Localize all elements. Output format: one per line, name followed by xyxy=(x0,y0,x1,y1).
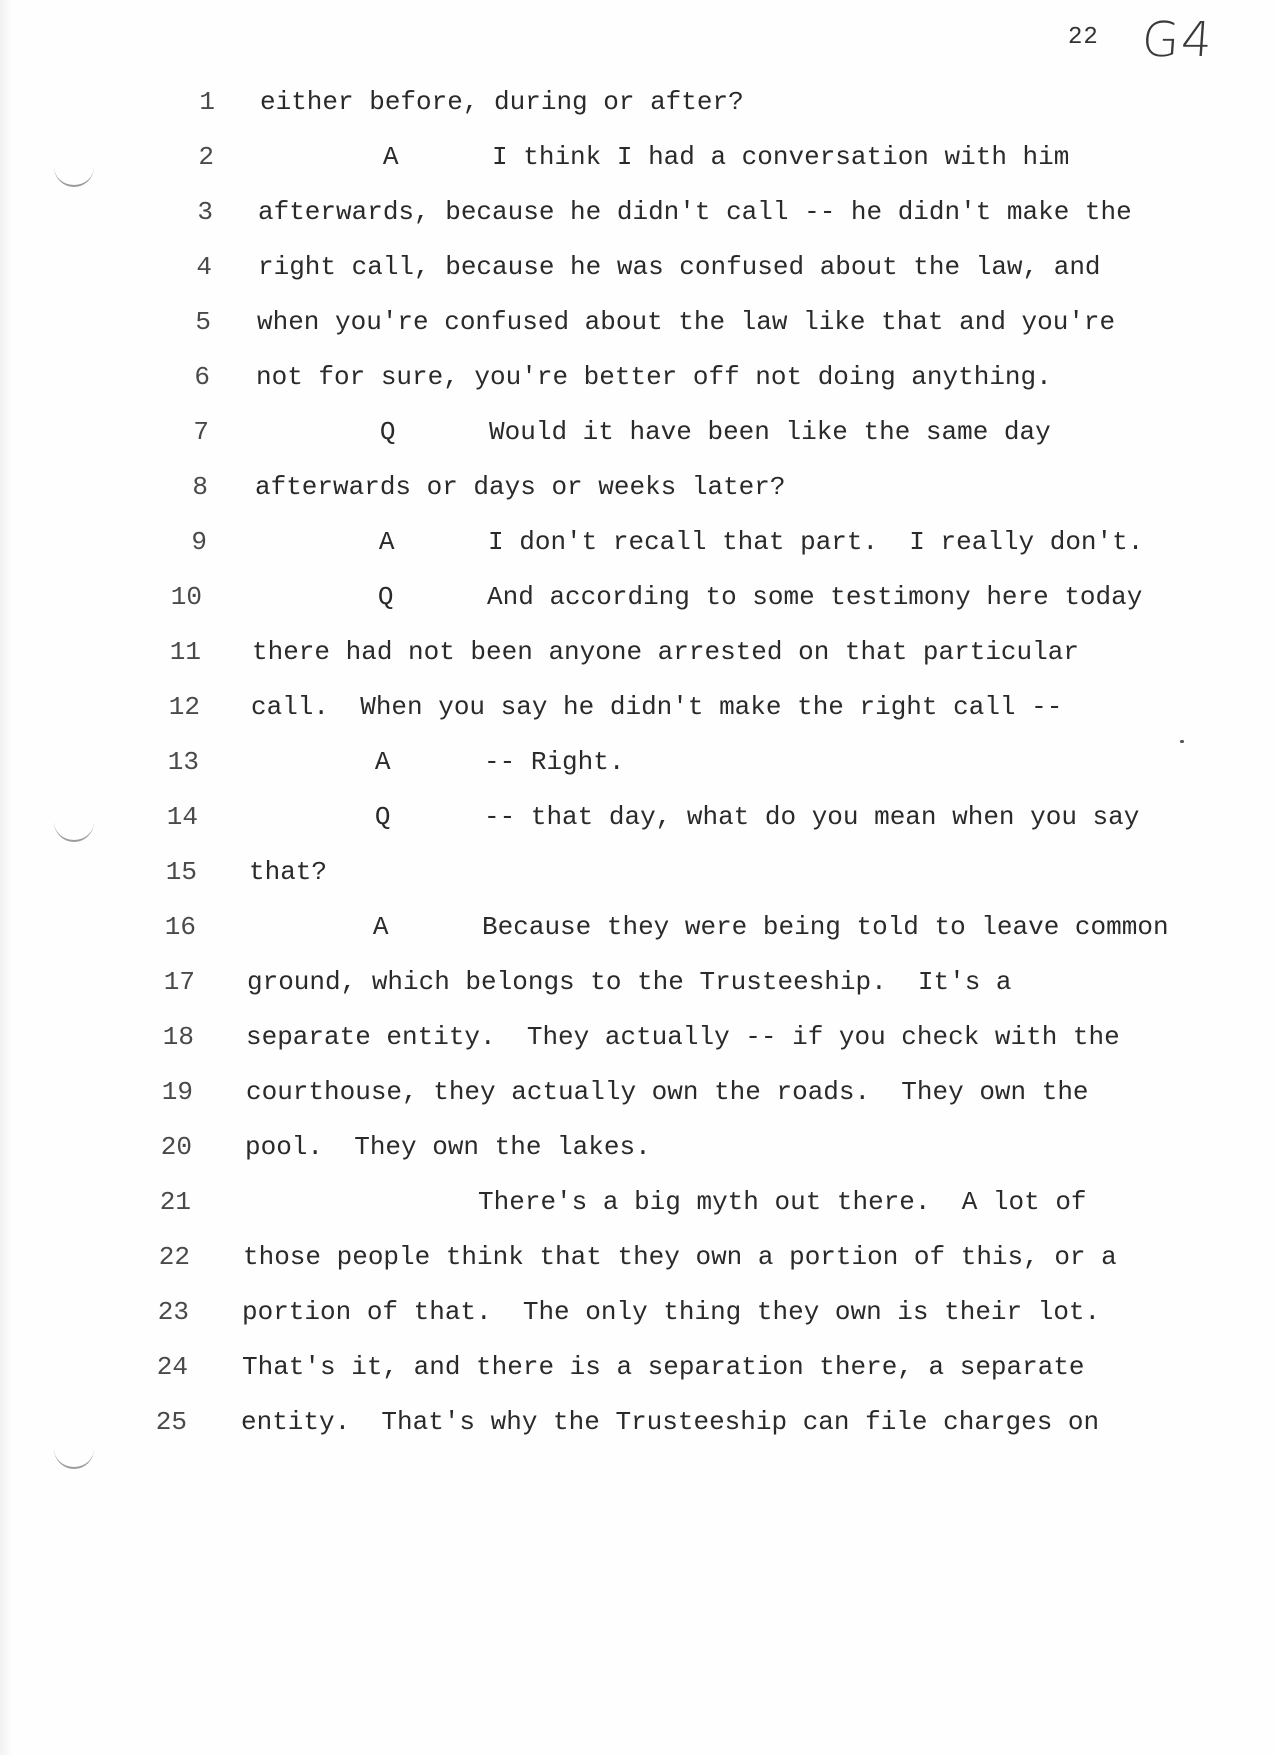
transcript-line xyxy=(0,82,1276,122)
transcript-line xyxy=(0,412,1276,452)
line-number: 8 xyxy=(192,472,208,502)
transcript-line xyxy=(0,962,1276,1002)
transcript-line xyxy=(0,192,1276,232)
line-text: A Because they were being told to leave common xyxy=(248,912,1169,942)
line-text: pool. They own the lakes. xyxy=(245,1132,651,1162)
line-text: A -- Right. xyxy=(250,747,625,777)
line-number: 21 xyxy=(159,1187,191,1217)
transcript-line xyxy=(0,357,1276,397)
transcript-line xyxy=(0,742,1276,782)
line-text: Q And according to some testimony here today xyxy=(253,582,1143,612)
line-number: 24 xyxy=(156,1352,188,1382)
line-number: 19 xyxy=(161,1077,193,1107)
line-number: 3 xyxy=(197,197,213,227)
line-number: 5 xyxy=(195,307,211,337)
transcript-line xyxy=(0,577,1276,617)
punch-hole-mark-bottom xyxy=(54,1445,94,1469)
line-text: afterwards, because he didn't call -- he didn't make the xyxy=(258,197,1132,227)
line-number: 6 xyxy=(194,362,210,392)
transcript-line xyxy=(0,632,1276,672)
transcript-line xyxy=(0,852,1276,892)
transcript-line xyxy=(0,1182,1276,1222)
line-number: 20 xyxy=(160,1132,192,1162)
line-number: 22 xyxy=(158,1242,190,1272)
transcript-line xyxy=(0,467,1276,507)
line-text: afterwards or days or weeks later? xyxy=(255,472,786,502)
transcript-line xyxy=(0,907,1276,947)
line-text: there had not been anyone arrested on that particular xyxy=(252,637,1079,667)
line-number: 1 xyxy=(199,87,215,117)
line-text: when you're confused about the law like that and you're xyxy=(257,307,1116,337)
line-text: courthouse, they actually own the roads. They own the xyxy=(246,1077,1089,1107)
line-number: 2 xyxy=(198,142,214,172)
line-text: ground, which belongs to the Trusteeship. It's a xyxy=(247,967,1012,997)
transcript-line xyxy=(0,137,1276,177)
transcript-line xyxy=(0,1402,1276,1442)
line-number: 18 xyxy=(162,1022,194,1052)
line-text: that? xyxy=(249,857,328,887)
line-text: That's it, and there is a separation there, a separate xyxy=(242,1352,1085,1382)
line-number: 17 xyxy=(163,967,195,997)
line-number: 7 xyxy=(193,417,209,447)
line-text: those people think that they own a portion of this, or a xyxy=(243,1242,1117,1272)
transcript-line xyxy=(0,1292,1276,1332)
line-text: portion of that. The only thing they own is their lot. xyxy=(242,1297,1101,1327)
transcript-line xyxy=(0,797,1276,837)
transcript-line xyxy=(0,247,1276,287)
line-number: 12 xyxy=(168,692,200,722)
line-text: There's a big myth out there. A lot of xyxy=(244,1187,1087,1217)
transcript-line xyxy=(0,687,1276,727)
line-text: Q -- that day, what do you mean when you say xyxy=(250,802,1140,832)
line-number: 9 xyxy=(191,527,207,557)
line-number: 23 xyxy=(157,1297,189,1327)
line-number: 16 xyxy=(164,912,196,942)
line-text: not for sure, you're better off not doing anything. xyxy=(256,362,1052,392)
transcript-line xyxy=(0,522,1276,562)
line-text: either before, during or after? xyxy=(260,87,744,117)
line-text: right call, because he was confused about the law, and xyxy=(258,252,1101,282)
line-number: 4 xyxy=(196,252,212,282)
transcript-line xyxy=(0,1347,1276,1387)
handwritten-exhibit-mark: G4 xyxy=(1140,12,1216,68)
line-text: separate entity. They actually -- if you check with the xyxy=(246,1022,1120,1052)
line-number: 13 xyxy=(167,747,199,777)
line-text: A I don't recall that part. I really don't. xyxy=(254,527,1144,557)
line-number: 14 xyxy=(166,802,198,832)
line-text: Q Would it have been like the same day xyxy=(255,417,1051,447)
line-number: 10 xyxy=(170,582,202,612)
line-text: call. When you say he didn't make the right call -- xyxy=(251,692,1063,722)
transcript-line xyxy=(0,1017,1276,1057)
transcript-line xyxy=(0,302,1276,342)
line-text: A I think I had a conversation with him xyxy=(258,142,1070,172)
line-number: 25 xyxy=(155,1407,187,1437)
page-number: 22 xyxy=(1068,24,1099,51)
transcript-line xyxy=(0,1072,1276,1112)
line-number: 11 xyxy=(169,637,201,667)
transcript-line xyxy=(0,1237,1276,1277)
line-text: entity. That's why the Trusteeship can file charges on xyxy=(241,1407,1100,1437)
line-number: 15 xyxy=(165,857,197,887)
transcript-line xyxy=(0,1127,1276,1167)
